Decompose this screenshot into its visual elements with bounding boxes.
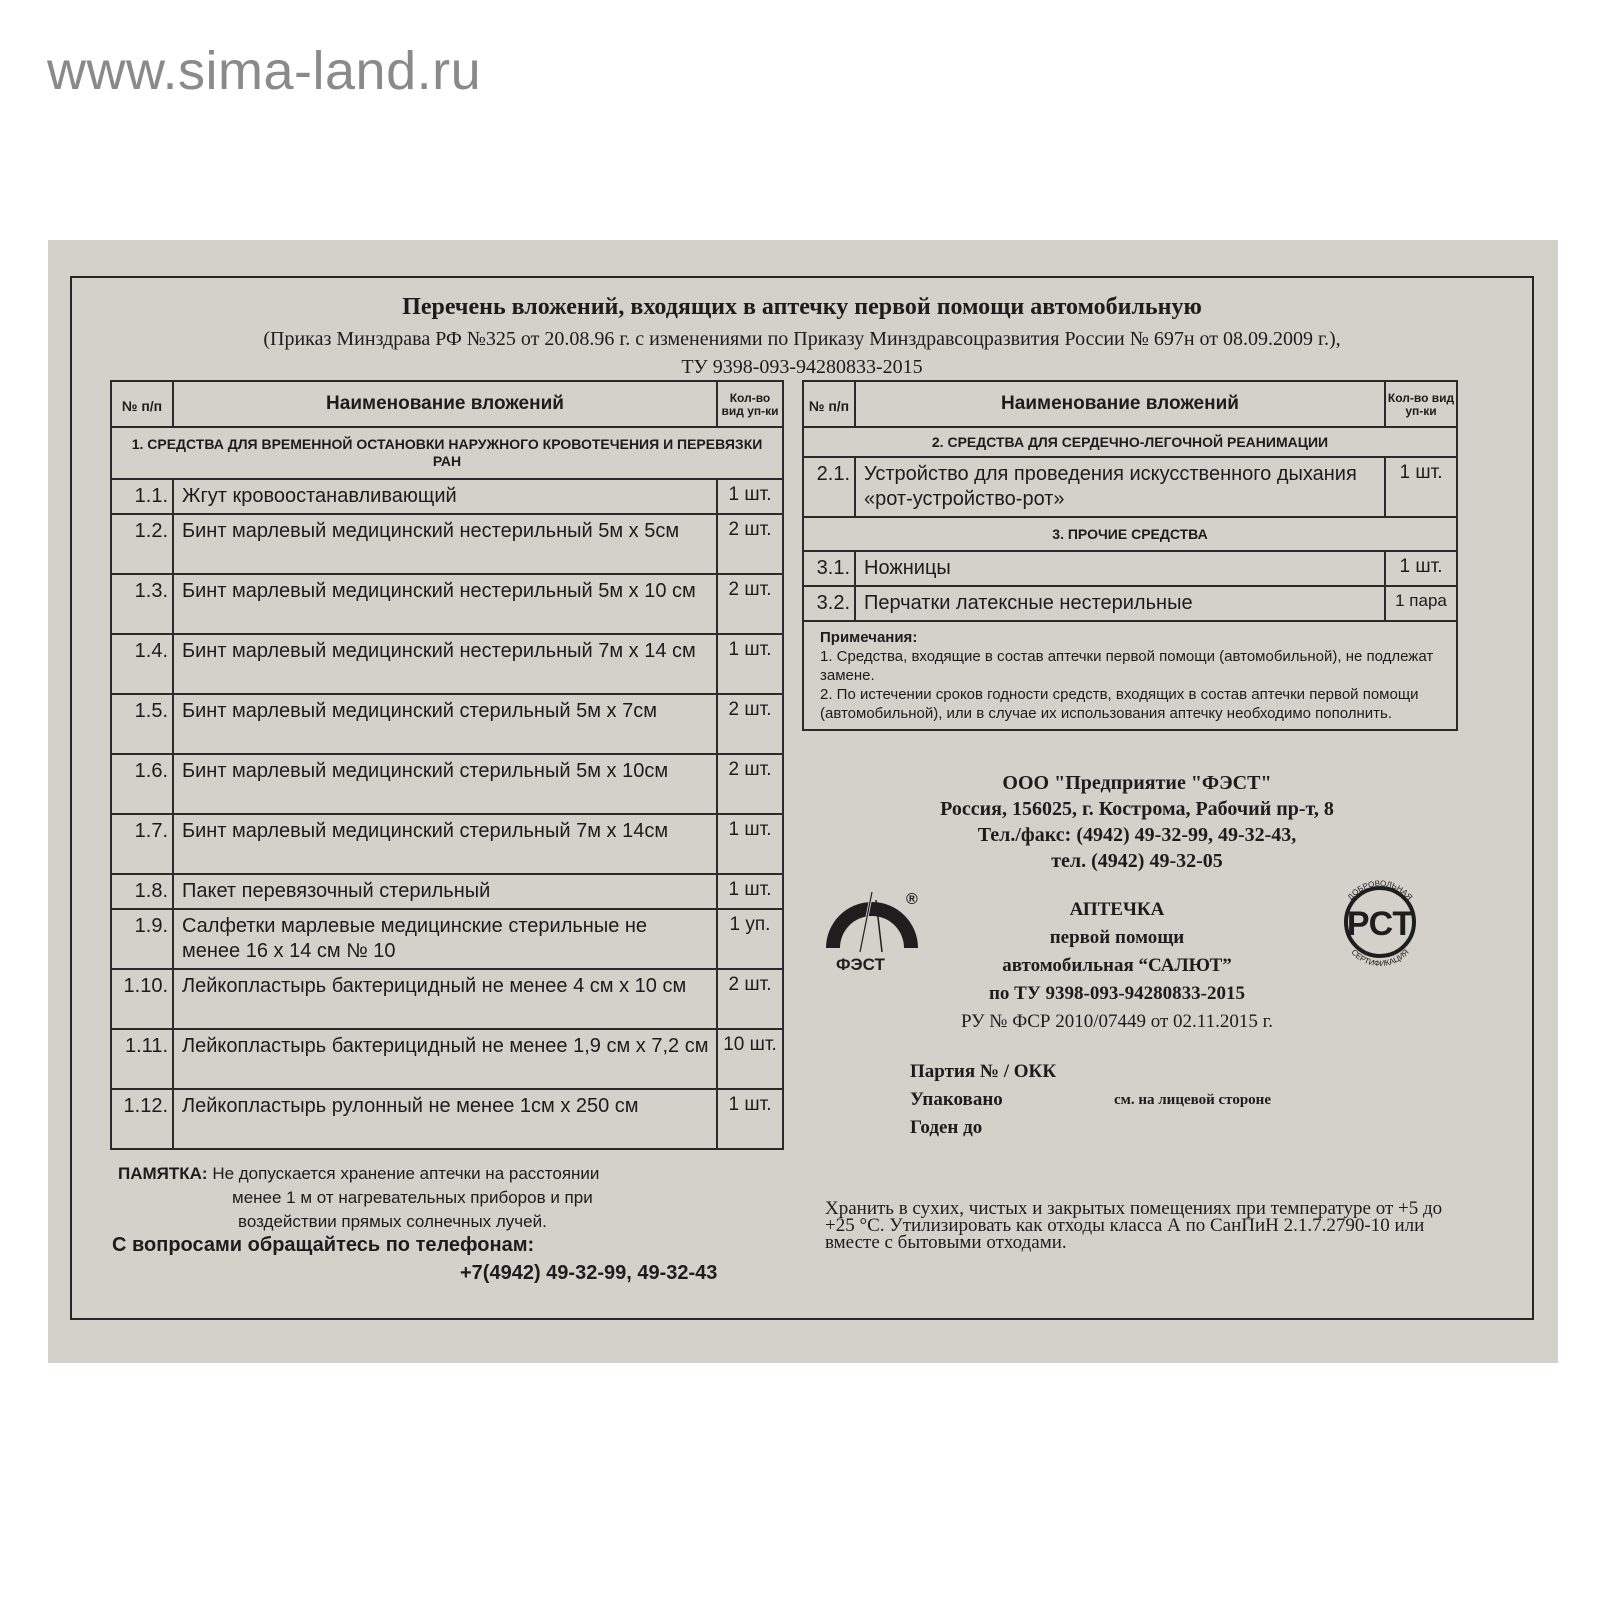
item-num: 1.7. (111, 814, 173, 874)
table-header-row (803, 381, 1457, 427)
company-phone-fax: Тел./факс: (4942) 49-32-99, 49-32-43, (977, 824, 1297, 846)
list-item (111, 694, 783, 754)
kit-line-3: автомобильная “САЛЮТ” (1002, 955, 1232, 976)
document-order-reference: (Приказ Минздрава РФ №325 от 20.08.96 г. с изменениями по Приказу Минздравсоцразвития России № 697н от 08.09.2009 г.), (263, 328, 1341, 350)
company-name: ООО "Предприятие "ФЭСТ" (1002, 772, 1272, 794)
item-name: Салфетки марлевые медицинские стерильные не менее 16 х 14 см № 10 (173, 909, 717, 969)
rst-certification-icon (1330, 872, 1430, 972)
item-name: Перчатки латексные нестерильные (855, 586, 1385, 621)
list-item (111, 1089, 783, 1149)
list-item (111, 754, 783, 814)
fest-logo-icon (820, 886, 924, 976)
section2-title: 2. СРЕДСТВА ДЛЯ СЕРДЕЧНО-ЛЕГОЧНОЙ РЕАНИМАЦИИ (803, 427, 1457, 457)
item-name: Жгут кровоостанавливающий (173, 479, 717, 514)
item-num: 1.8. (111, 874, 173, 909)
list-item (111, 874, 783, 909)
list-item (111, 514, 783, 574)
item-name: Лейкопластырь бактерицидный не менее 1,9 см х 7,2 см (173, 1029, 717, 1089)
document-tu: ТУ 9398-093-94280833-2015 (681, 356, 923, 378)
item-num: 1.9. (111, 909, 173, 969)
item-name: Бинт марлевый медицинский нестерильный 7м х 14 см (173, 634, 717, 694)
company-block (822, 770, 1452, 874)
memo-line-2: менее 1 м от нагревательных приборов и при (232, 1188, 593, 1207)
item-name: Бинт марлевый медицинский нестерильный 5м х 5см (173, 514, 717, 574)
item-name: Устройство для проведения искусственного дыхания «рот-устройство-рот» (855, 457, 1385, 517)
header-name: Наименование вложений (173, 381, 717, 427)
item-qty: 10 шт. (717, 1029, 783, 1089)
rst-logo-text: РСТ (1346, 905, 1414, 943)
kit-block (912, 896, 1322, 1036)
item-qty: 1 шт. (717, 814, 783, 874)
header-qty: Кол-во вид уп-ки (1385, 381, 1457, 427)
list-item (803, 551, 1457, 586)
kit-line-1: АПТЕЧКА (1069, 899, 1165, 920)
storage-instructions: Хранить в сухих, чистых и закрытых помещениях при температуре от +5 до +25 °С. Утилизировать как отходы класса А по СанПиН 2.1.7.2790-10 или вместе с бытовыми отходами. (825, 1198, 1443, 1253)
insert-frame (70, 276, 1534, 1320)
see-face-side-note: см. на лицевой стороне (1114, 1092, 1271, 1108)
item-name: Бинт марлевый медицинский стерильный 5м х 7см (173, 694, 717, 754)
document-title: Перечень вложений, входящих в аптечку первой помощи автомобильную (402, 294, 1202, 320)
kit-insert-card (48, 240, 1558, 1363)
section1-title: 1. СРЕДСТВА ДЛЯ ВРЕМЕННОЙ ОСТАНОВКИ НАРУЖНОГО КРОВОТЕЧЕНИЯ И ПЕРЕВЯЗКИ РАН (111, 427, 783, 479)
list-item (111, 634, 783, 694)
batch-packed: Упаковано (910, 1089, 1003, 1110)
item-qty: 1 уп. (717, 909, 783, 969)
list-item (803, 457, 1457, 517)
item-num: 1.12. (111, 1089, 173, 1149)
item-num: 1.4. (111, 634, 173, 694)
list-item (111, 909, 783, 969)
item-qty: 2 шт. (717, 514, 783, 574)
section3-title: 3. ПРОЧИЕ СРЕДСТВА (803, 517, 1457, 551)
item-qty: 2 шт. (717, 574, 783, 634)
item-num: 3.2. (803, 586, 855, 621)
kit-registration: РУ № ФСР 2010/07449 от 02.11.2015 г. (961, 1011, 1273, 1032)
item-name: Бинт марлевый медицинский стерильный 5м х 10см (173, 754, 717, 814)
watermark-url: www.sima-land.ru (47, 41, 482, 101)
item-qty: 1 шт. (717, 874, 783, 909)
item-qty: 1 шт. (717, 1089, 783, 1149)
item-name: Бинт марлевый медицинский нестерильный 5м х 10 см (173, 574, 717, 634)
item-num: 1.11. (111, 1029, 173, 1089)
notes-block (803, 621, 1457, 730)
memo-line-3: воздействии прямых солнечных лучей. (238, 1212, 547, 1231)
phones-value: +7(4942) 49-32-99, 49-32-43 (460, 1262, 718, 1284)
list-item (111, 814, 783, 874)
batch-block (910, 1058, 1056, 1142)
fest-logo-label: ФЭСТ (836, 955, 885, 974)
phones-label: С вопросами обращайтесь по телефонам: (112, 1234, 535, 1256)
header-name: Наименование вложений (855, 381, 1385, 427)
item-num: 3.1. (803, 551, 855, 586)
item-qty: 1 шт. (1385, 551, 1457, 586)
item-qty: 1 пара (1385, 586, 1457, 621)
contents-table-section2-3 (802, 380, 1458, 731)
item-qty: 2 шт. (717, 694, 783, 754)
contents-table-section1 (110, 380, 784, 1150)
batch-party: Партия № / ОКК (910, 1061, 1057, 1082)
item-num: 2.1. (803, 457, 855, 517)
item-name: Ножницы (855, 551, 1385, 586)
rst-logo-bottom: СЕРТИФИКАЦИЯ (1349, 947, 1411, 969)
item-qty: 2 шт. (717, 969, 783, 1029)
item-num: 1.5. (111, 694, 173, 754)
list-item (111, 969, 783, 1029)
item-qty: 2 шт. (717, 754, 783, 814)
item-qty: 1 шт. (717, 634, 783, 694)
header-qty: Кол-во вид уп-ки (717, 381, 783, 427)
kit-line-2: первой помощи (1049, 927, 1185, 948)
list-item (803, 586, 1457, 621)
item-name: Бинт марлевый медицинский стерильный 7м х 14см (173, 814, 717, 874)
note-2: 2. По истечении сроков годности средств, входящих в состав аптечки первой помощи (автомобильной), или в случае их использования аптечку необходимо пополнить. (820, 686, 1419, 722)
header-num: № п/п (111, 381, 173, 427)
item-num: 1.10. (111, 969, 173, 1029)
list-item (111, 479, 783, 514)
memo-line-1: Не допускается хранение аптечки на расстоянии (212, 1164, 600, 1183)
item-num: 1.1. (111, 479, 173, 514)
memo-label: ПАМЯТКА: (118, 1164, 208, 1183)
table-header-row (111, 381, 783, 427)
item-num: 1.2. (111, 514, 173, 574)
rst-logo-top: ДОБРОВОЛЬНАЯ (1345, 878, 1415, 902)
notes-row (803, 621, 1457, 730)
note-1: 1. Средства, входящие в состав аптечки первой помощи (автомобильной), не подлежат замене. (820, 648, 1434, 684)
section-row (803, 427, 1457, 457)
item-name: Лейкопластырь рулонный не менее 1см х 250 см (173, 1089, 717, 1149)
list-item (111, 1029, 783, 1089)
item-num: 1.3. (111, 574, 173, 634)
list-item (111, 574, 783, 634)
item-qty: 1 шт. (1385, 457, 1457, 517)
item-name: Лейкопластырь бактерицидный не менее 4 см х 10 см (173, 969, 717, 1029)
section-row (803, 517, 1457, 551)
kit-line-4: по ТУ 9398-093-94280833-2015 (988, 983, 1246, 1004)
item-name: Пакет перевязочный стерильный (173, 874, 717, 909)
company-address: Россия, 156025, г. Кострома, Рабочий пр-т, 8 (940, 798, 1334, 820)
notes-title: Примечания: (820, 629, 918, 646)
item-qty: 1 шт. (717, 479, 783, 514)
header-num: № п/п (803, 381, 855, 427)
company-phone: тел. (4942) 49-32-05 (1051, 850, 1223, 872)
item-num: 1.6. (111, 754, 173, 814)
memo-block (118, 1162, 758, 1234)
section-row (111, 427, 783, 479)
batch-valid: Годен до (910, 1117, 983, 1138)
registered-mark: ® (906, 891, 918, 908)
